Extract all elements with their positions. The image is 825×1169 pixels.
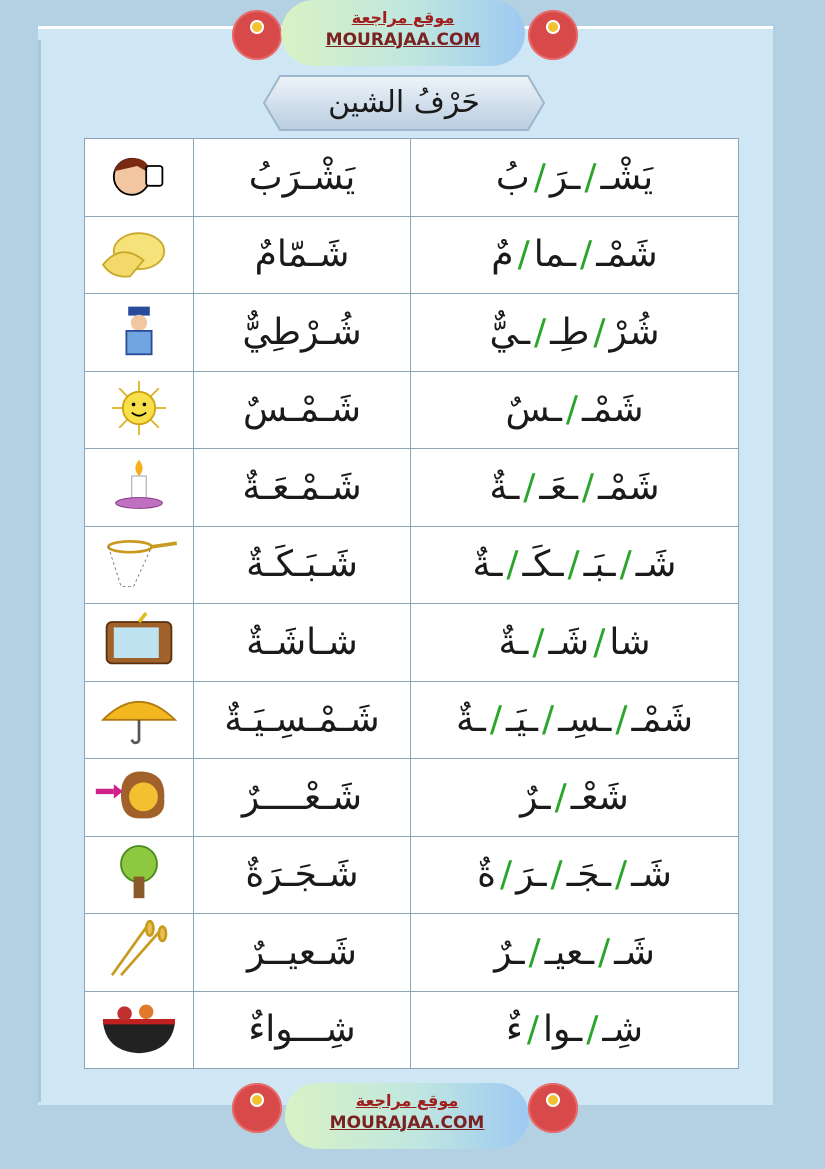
table-row (85, 294, 739, 372)
syllable: شَعْـ (570, 776, 629, 818)
syllable-split-cell (411, 836, 739, 914)
syllable-split-cell (411, 604, 739, 682)
syllable-separator: / (615, 854, 628, 896)
site-name-en: MOURAJAA.COM (325, 30, 481, 50)
syllable-split-cell (411, 139, 739, 217)
word-text: شَـعْــــرٌ (241, 776, 363, 818)
picture-cell (85, 216, 194, 294)
syllable-separator: / (580, 234, 593, 276)
site-name-en: MOURAJAA.COM (329, 1113, 485, 1133)
syllable-separator: / (593, 311, 606, 353)
syllable-split-cell (411, 449, 739, 527)
word-text: شِـــواءٌ (248, 1009, 356, 1051)
syllable: ءٌ (505, 1009, 523, 1051)
picture-cell (85, 759, 194, 837)
word-cell (194, 216, 411, 294)
word-cell (194, 836, 411, 914)
table-row (85, 526, 739, 604)
syllable-split-cell (411, 991, 739, 1069)
syllable: ـةٌ (489, 466, 520, 508)
picture-cell (85, 991, 194, 1069)
syllable: شَمْـ (631, 699, 693, 741)
syllable-separator: / (619, 544, 632, 586)
syllable: ـرٌ (494, 931, 525, 973)
syllable-separator: / (506, 544, 519, 586)
syllable: ـما (533, 234, 577, 276)
syllable-separator: / (523, 466, 536, 508)
syllable: ـجَـ (566, 854, 612, 896)
syllable: طِـ (550, 311, 590, 353)
site-brand-bottom[interactable] (285, 1083, 529, 1149)
site-logo-icon (232, 1083, 282, 1133)
picture-cell (85, 371, 194, 449)
candle-icon (94, 453, 184, 521)
word-text: شَـجَـرَةٌ (245, 854, 359, 896)
word-text: شَـمّامٌ (254, 234, 350, 276)
syllable-separator: / (526, 1009, 540, 1051)
word-cell (194, 294, 411, 372)
syllable-split-cell (411, 526, 739, 604)
word-text: شَـعيــرٌ (247, 931, 357, 973)
wheat-icon (94, 918, 184, 986)
table-row (85, 991, 739, 1069)
hair-icon (94, 763, 184, 831)
syllable-separator: / (593, 621, 606, 663)
syllable: شَـ (548, 621, 590, 663)
word-text: شَـبَـكَـةٌ (246, 544, 358, 586)
syllable: شَـ (631, 854, 672, 896)
table-row (85, 139, 739, 217)
word-text: شُـرْطِيٌّ (242, 311, 362, 353)
umbrella-icon (94, 686, 184, 754)
picture-cell (85, 526, 194, 604)
table-row (85, 759, 739, 837)
picture-cell (85, 836, 194, 914)
syllable-separator: / (541, 699, 555, 741)
syllable: ـوا (543, 1009, 583, 1051)
table-row (85, 371, 739, 449)
syllable-separator: / (517, 234, 530, 276)
page-edge (38, 40, 41, 1102)
syllable-split-cell (411, 914, 739, 992)
syllable-separator: / (615, 699, 628, 741)
syllable: شِـ (602, 1009, 644, 1051)
syllable-split-cell (411, 759, 739, 837)
site-logo-icon (528, 10, 578, 60)
table-row (85, 604, 739, 682)
syllable-separator: / (554, 776, 567, 818)
syllable-separator: / (567, 544, 580, 586)
syllable-separator: / (499, 854, 513, 896)
syllable-split-cell (411, 681, 739, 759)
word-cell (194, 681, 411, 759)
grill-icon (94, 996, 184, 1064)
syllable: ـيَـ (506, 699, 538, 741)
syllable: بُ (495, 156, 530, 198)
sun-icon (94, 376, 184, 444)
syllable: ـكَـ (522, 544, 564, 586)
syllable: ـعَـ (539, 466, 578, 508)
table-row (85, 216, 739, 294)
policeman-icon (94, 298, 184, 366)
tree-icon (94, 841, 184, 909)
syllable: ةٌ (477, 854, 496, 896)
site-logo-icon (528, 1083, 578, 1133)
syllable: ـرَ (549, 156, 581, 198)
syllable-separator: / (489, 699, 502, 741)
syllable-split-cell (411, 371, 739, 449)
syllable: ـسِـ (558, 699, 612, 741)
word-cell (194, 371, 411, 449)
syllable-separator: / (586, 1009, 599, 1051)
syllable-separator: / (532, 621, 545, 663)
picture-cell (85, 604, 194, 682)
table-row (85, 449, 739, 527)
picture-cell (85, 914, 194, 992)
syllable-separator: / (598, 931, 611, 973)
net-icon (94, 531, 184, 599)
picture-cell (85, 681, 194, 759)
syllable: ـبَـ (583, 544, 616, 586)
word-text: يَشْـرَبُ (248, 156, 356, 198)
table-row (85, 836, 739, 914)
syllable-separator: / (581, 466, 595, 508)
syllable: شَمْـ (582, 389, 644, 431)
word-cell (194, 914, 411, 992)
words-table (84, 138, 739, 1069)
word-cell (194, 604, 411, 682)
syllable: ـرَ (516, 854, 547, 896)
syllable: شُرْ (609, 311, 660, 353)
syllable: شَمْـ (596, 234, 658, 276)
syllable: ـرٌ (520, 776, 551, 818)
syllable-separator: / (550, 854, 563, 896)
page-title: حَرْفُ الشين (328, 85, 480, 120)
syllable: ـةٌ (456, 699, 486, 741)
site-logo-icon (232, 10, 282, 60)
syllable: شا (609, 621, 651, 663)
syllable: ـةٌ (498, 621, 529, 663)
melon-icon (94, 221, 184, 289)
syllable: ـيٌّ (489, 311, 531, 353)
word-cell (194, 991, 411, 1069)
syllable: شَمْـ (598, 466, 660, 508)
syllable-split-cell (411, 294, 739, 372)
picture-cell (85, 449, 194, 527)
table-row (85, 681, 739, 759)
syllable-split-cell (411, 216, 739, 294)
syllable-separator: / (533, 156, 546, 198)
site-brand-top[interactable] (281, 0, 525, 66)
tv-icon (94, 608, 184, 676)
word-text: شَـمْـسِـيَـةٌ (224, 699, 380, 741)
word-cell (194, 526, 411, 604)
picture-cell (85, 294, 194, 372)
title-banner (262, 74, 546, 132)
syllable: مٌ (491, 234, 514, 276)
picture-cell (85, 139, 194, 217)
syllable: ـةٌ (472, 544, 503, 586)
syllable: شَـ (614, 931, 655, 973)
site-name-ar: موقع مراجعة (355, 1091, 459, 1110)
site-name-ar: موقع مراجعة (351, 8, 455, 27)
word-cell (194, 139, 411, 217)
syllable: شَـ (635, 544, 677, 586)
syllable: يَشْـ (600, 156, 654, 198)
syllable: ـسٌ (505, 389, 562, 431)
syllable-separator: / (528, 931, 541, 973)
word-cell (194, 449, 411, 527)
word-text: شَـمْـسٌ (243, 389, 361, 431)
syllable-separator: / (534, 311, 547, 353)
word-text: شَـمْـعَـةٌ (242, 466, 362, 508)
table-row (85, 914, 739, 992)
word-cell (194, 759, 411, 837)
syllable-separator: / (565, 389, 579, 431)
word-text: شـاشَـةٌ (246, 621, 358, 663)
drinking-boy-icon (94, 143, 184, 211)
syllable: ـعيـ (544, 931, 595, 973)
syllable-separator: / (584, 156, 597, 198)
